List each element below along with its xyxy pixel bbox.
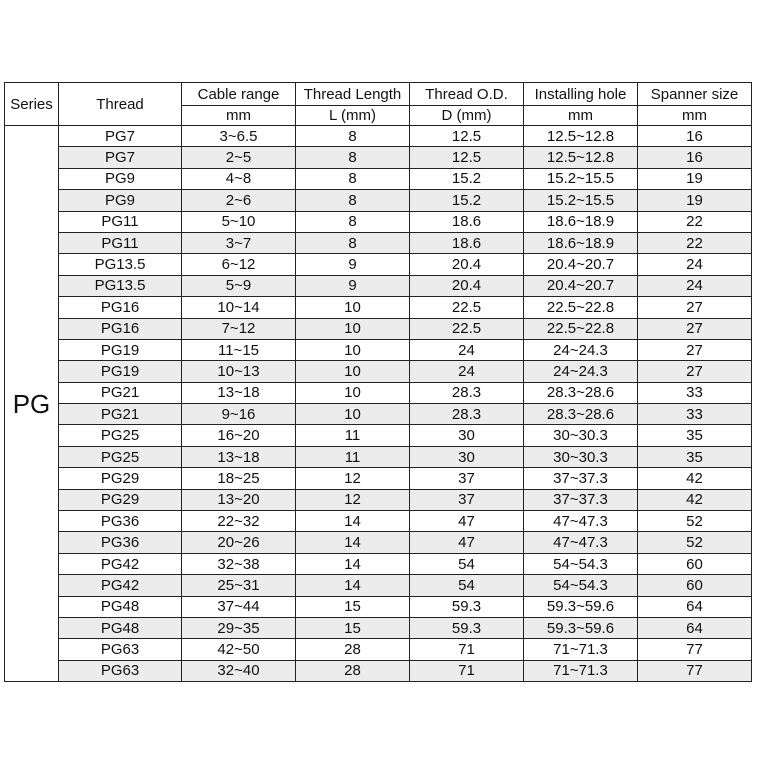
cell-thread-od: 15.2: [410, 168, 524, 189]
cell-thread-od: 37: [410, 489, 524, 510]
cell-thread: PG19: [59, 339, 182, 360]
cell-thread: PG9: [59, 168, 182, 189]
cell-installing-hole: 30~30.3: [524, 425, 638, 446]
cell-installing-hole: 37~37.3: [524, 489, 638, 510]
cell-spanner-size: 33: [638, 404, 752, 425]
table-row: [5, 126, 752, 147]
table-row: [5, 511, 752, 532]
cell-installing-hole: 54~54.3: [524, 553, 638, 574]
cell-cable-range: 16~20: [182, 425, 296, 446]
cell-thread-length: 14: [296, 575, 410, 596]
cell-cable-range: 2~6: [182, 190, 296, 211]
table-row: [5, 660, 752, 681]
cell-spanner-size: 24: [638, 275, 752, 296]
cell-thread-od: 30: [410, 446, 524, 467]
cell-installing-hole: 12.5~12.8: [524, 126, 638, 147]
cell-thread-od: 20.4: [410, 254, 524, 275]
cell-installing-hole: 12.5~12.8: [524, 147, 638, 168]
cell-thread: PG7: [59, 126, 182, 147]
cell-cable-range: 13~20: [182, 489, 296, 510]
cell-installing-hole: 28.3~28.6: [524, 404, 638, 425]
table-row: [5, 639, 752, 660]
table-row: [5, 553, 752, 574]
table-row: [5, 489, 752, 510]
cell-thread: PG42: [59, 553, 182, 574]
cell-cable-range: 2~5: [182, 147, 296, 168]
cell-installing-hole: 20.4~20.7: [524, 275, 638, 296]
cell-spanner-size: 42: [638, 468, 752, 489]
cell-thread-length: 14: [296, 532, 410, 553]
cell-thread-length: 12: [296, 489, 410, 510]
cell-thread: PG42: [59, 575, 182, 596]
table-row: [5, 275, 752, 296]
cell-thread: PG16: [59, 297, 182, 318]
cell-thread: PG29: [59, 489, 182, 510]
cell-thread-od: 20.4: [410, 275, 524, 296]
cell-thread-length: 9: [296, 275, 410, 296]
cell-thread-od: 15.2: [410, 190, 524, 211]
table-row: [5, 425, 752, 446]
cell-cable-range: 3~7: [182, 232, 296, 253]
cell-thread-length: 8: [296, 147, 410, 168]
cell-thread-od: 12.5: [410, 126, 524, 147]
cell-thread: PG21: [59, 404, 182, 425]
cell-installing-hole: 18.6~18.9: [524, 232, 638, 253]
cell-cable-range: 32~40: [182, 660, 296, 681]
header-thread: Thread: [59, 83, 182, 126]
cell-cable-range: 6~12: [182, 254, 296, 275]
cell-spanner-size: 16: [638, 147, 752, 168]
cell-cable-range: 13~18: [182, 382, 296, 403]
cell-cable-range: 25~31: [182, 575, 296, 596]
table-row: [5, 532, 752, 553]
cell-cable-range: 20~26: [182, 532, 296, 553]
cell-spanner-size: 35: [638, 446, 752, 467]
pg-cable-gland-spec-table: [4, 82, 752, 682]
cell-installing-hole: 59.3~59.6: [524, 596, 638, 617]
cell-thread-od: 22.5: [410, 318, 524, 339]
table-row: [5, 382, 752, 403]
cell-thread: PG7: [59, 147, 182, 168]
unit-thread-length: L (mm): [296, 106, 410, 126]
cell-spanner-size: 77: [638, 639, 752, 660]
cell-installing-hole: 28.3~28.6: [524, 382, 638, 403]
cell-thread: PG25: [59, 446, 182, 467]
cell-spanner-size: 77: [638, 660, 752, 681]
cell-thread-od: 28.3: [410, 382, 524, 403]
cell-installing-hole: 71~71.3: [524, 660, 638, 681]
series-cell: PG: [5, 126, 59, 682]
cell-thread-od: 28.3: [410, 404, 524, 425]
cell-thread-length: 15: [296, 596, 410, 617]
cell-thread: PG63: [59, 639, 182, 660]
cell-thread-od: 54: [410, 575, 524, 596]
unit-cable-range: mm: [182, 106, 296, 126]
cell-thread-length: 10: [296, 318, 410, 339]
cell-installing-hole: 24~24.3: [524, 361, 638, 382]
cell-thread: PG13.5: [59, 254, 182, 275]
table-row: [5, 254, 752, 275]
table-row: [5, 446, 752, 467]
cell-thread: PG63: [59, 660, 182, 681]
cell-spanner-size: 33: [638, 382, 752, 403]
cell-thread-od: 54: [410, 553, 524, 574]
cell-spanner-size: 35: [638, 425, 752, 446]
cell-spanner-size: 27: [638, 361, 752, 382]
cell-thread: PG25: [59, 425, 182, 446]
cell-thread-length: 9: [296, 254, 410, 275]
cell-spanner-size: 42: [638, 489, 752, 510]
cell-cable-range: 37~44: [182, 596, 296, 617]
cell-spanner-size: 60: [638, 553, 752, 574]
cell-spanner-size: 16: [638, 126, 752, 147]
cell-cable-range: 10~14: [182, 297, 296, 318]
cell-thread-length: 10: [296, 382, 410, 403]
cell-cable-range: 32~38: [182, 553, 296, 574]
cell-thread-od: 37: [410, 468, 524, 489]
cell-thread: PG48: [59, 617, 182, 638]
cell-spanner-size: 27: [638, 339, 752, 360]
cell-thread-length: 8: [296, 168, 410, 189]
cell-thread: PG9: [59, 190, 182, 211]
cell-cable-range: 13~18: [182, 446, 296, 467]
cell-cable-range: 42~50: [182, 639, 296, 660]
cell-thread-length: 10: [296, 404, 410, 425]
cell-spanner-size: 27: [638, 297, 752, 318]
cell-thread-od: 12.5: [410, 147, 524, 168]
cell-spanner-size: 64: [638, 617, 752, 638]
cell-thread: PG36: [59, 511, 182, 532]
cell-installing-hole: 15.2~15.5: [524, 168, 638, 189]
cell-thread-od: 59.3: [410, 617, 524, 638]
cell-thread-od: 24: [410, 339, 524, 360]
cell-thread-length: 8: [296, 232, 410, 253]
cell-spanner-size: 22: [638, 211, 752, 232]
cell-cable-range: 3~6.5: [182, 126, 296, 147]
cell-cable-range: 29~35: [182, 617, 296, 638]
table-row: [5, 596, 752, 617]
cell-spanner-size: 27: [638, 318, 752, 339]
cell-spanner-size: 24: [638, 254, 752, 275]
unit-spanner-size: mm: [638, 106, 752, 126]
cell-spanner-size: 19: [638, 190, 752, 211]
cell-cable-range: 11~15: [182, 339, 296, 360]
table-row: [5, 211, 752, 232]
cell-thread-od: 59.3: [410, 596, 524, 617]
cell-thread-length: 14: [296, 511, 410, 532]
cell-installing-hole: 47~47.3: [524, 532, 638, 553]
cell-installing-hole: 15.2~15.5: [524, 190, 638, 211]
cell-thread-od: 18.6: [410, 232, 524, 253]
header-cable-range: Cable range: [182, 83, 296, 106]
table-row: [5, 617, 752, 638]
cell-installing-hole: 47~47.3: [524, 511, 638, 532]
cell-thread-length: 10: [296, 297, 410, 318]
cell-thread-od: 22.5: [410, 297, 524, 318]
table-body: [5, 126, 752, 682]
table-row: [5, 190, 752, 211]
table-row: [5, 339, 752, 360]
cell-thread-length: 8: [296, 211, 410, 232]
cell-thread-length: 10: [296, 361, 410, 382]
cell-installing-hole: 54~54.3: [524, 575, 638, 596]
cell-thread-length: 11: [296, 446, 410, 467]
cell-thread-length: 11: [296, 425, 410, 446]
table-row: [5, 575, 752, 596]
table-row: [5, 232, 752, 253]
cell-thread-od: 71: [410, 639, 524, 660]
table-row: [5, 297, 752, 318]
cell-thread-length: 15: [296, 617, 410, 638]
cell-thread-length: 8: [296, 126, 410, 147]
cell-thread-length: 28: [296, 639, 410, 660]
cell-cable-range: 18~25: [182, 468, 296, 489]
cell-thread: PG29: [59, 468, 182, 489]
cell-thread-od: 47: [410, 532, 524, 553]
cell-thread-length: 28: [296, 660, 410, 681]
cell-spanner-size: 60: [638, 575, 752, 596]
cell-spanner-size: 64: [638, 596, 752, 617]
cell-thread-od: 18.6: [410, 211, 524, 232]
cell-cable-range: 10~13: [182, 361, 296, 382]
cell-cable-range: 22~32: [182, 511, 296, 532]
unit-thread-od: D (mm): [410, 106, 524, 126]
cell-installing-hole: 18.6~18.9: [524, 211, 638, 232]
cell-installing-hole: 30~30.3: [524, 446, 638, 467]
cell-cable-range: 5~10: [182, 211, 296, 232]
cell-thread-od: 24: [410, 361, 524, 382]
header-thread-length: Thread Length: [296, 83, 410, 106]
cell-thread-od: 47: [410, 511, 524, 532]
cell-thread: PG11: [59, 211, 182, 232]
cell-thread-od: 30: [410, 425, 524, 446]
cell-spanner-size: 52: [638, 532, 752, 553]
cell-spanner-size: 19: [638, 168, 752, 189]
cell-cable-range: 7~12: [182, 318, 296, 339]
cell-thread: PG36: [59, 532, 182, 553]
header-thread-od: Thread O.D.: [410, 83, 524, 106]
header-spanner-size: Spanner size: [638, 83, 752, 106]
cell-thread-length: 14: [296, 553, 410, 574]
cell-thread: PG19: [59, 361, 182, 382]
table-row: [5, 318, 752, 339]
table-row: [5, 468, 752, 489]
cell-installing-hole: 71~71.3: [524, 639, 638, 660]
cell-installing-hole: 59.3~59.6: [524, 617, 638, 638]
cell-spanner-size: 22: [638, 232, 752, 253]
cell-installing-hole: 20.4~20.7: [524, 254, 638, 275]
cell-thread: PG16: [59, 318, 182, 339]
cell-thread: PG21: [59, 382, 182, 403]
table-row: [5, 147, 752, 168]
header-series: Series: [5, 83, 59, 126]
cell-thread-length: 10: [296, 339, 410, 360]
table-row: [5, 404, 752, 425]
cell-installing-hole: 37~37.3: [524, 468, 638, 489]
cell-thread: PG13.5: [59, 275, 182, 296]
cell-installing-hole: 22.5~22.8: [524, 297, 638, 318]
cell-installing-hole: 24~24.3: [524, 339, 638, 360]
cell-thread: PG11: [59, 232, 182, 253]
cell-thread-length: 12: [296, 468, 410, 489]
cell-thread-od: 71: [410, 660, 524, 681]
unit-installing-hole: mm: [524, 106, 638, 126]
cell-cable-range: 4~8: [182, 168, 296, 189]
header-installing-hole: Installing hole: [524, 83, 638, 106]
cell-cable-range: 5~9: [182, 275, 296, 296]
cell-spanner-size: 52: [638, 511, 752, 532]
cell-thread-length: 8: [296, 190, 410, 211]
cell-thread: PG48: [59, 596, 182, 617]
cell-cable-range: 9~16: [182, 404, 296, 425]
table-row: [5, 361, 752, 382]
table-row: [5, 168, 752, 189]
cell-installing-hole: 22.5~22.8: [524, 318, 638, 339]
